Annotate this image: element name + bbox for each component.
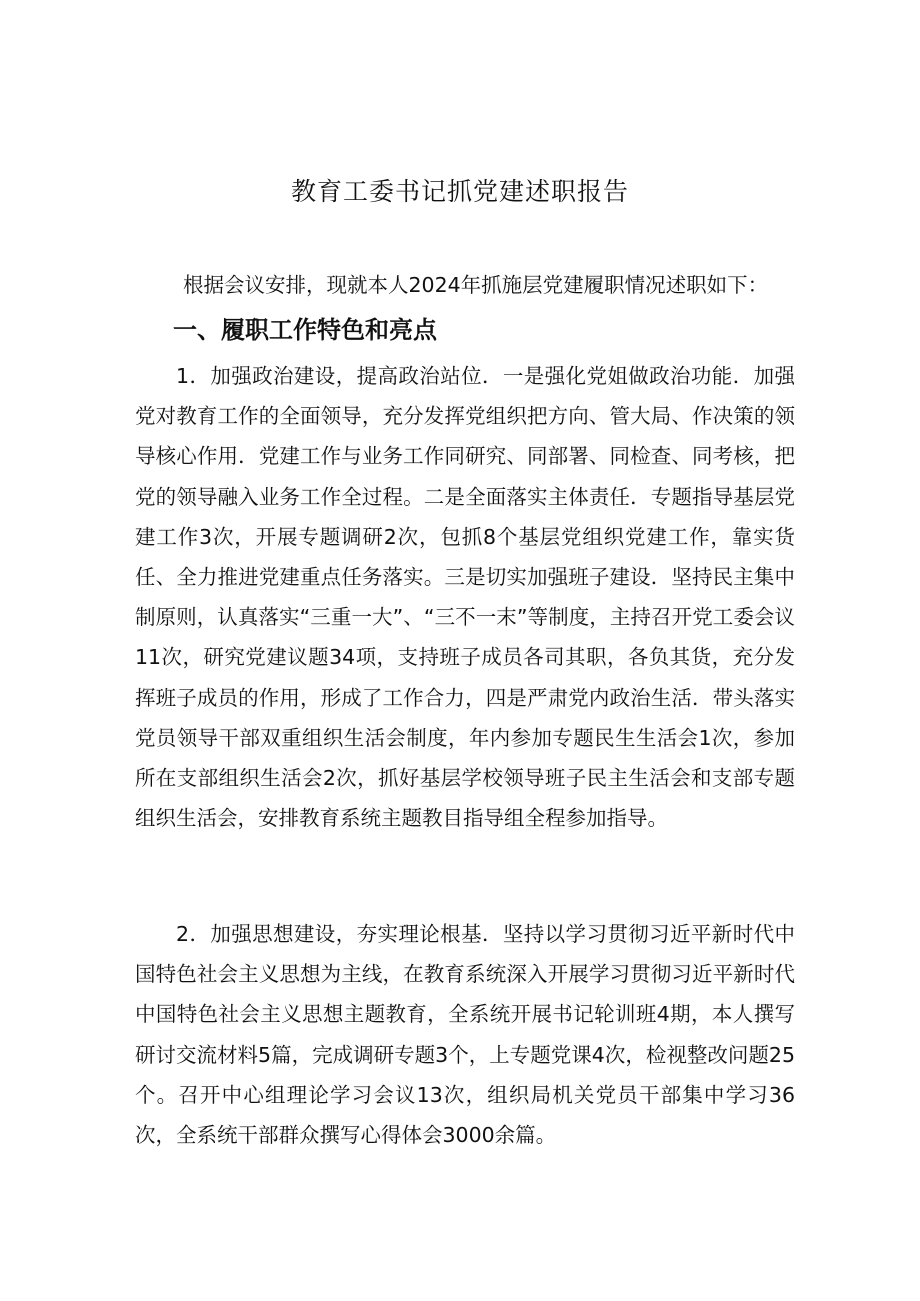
- document-title: 教育工委书记抓党建述职报告: [290, 177, 629, 206]
- paragraph-1: 1．加强政治建设，提高政治站位．一是强化党姐做政治功能．加强党对教育工作的全面领导，充分发挥党组织把方向、管大局、作决策的领导核心作用．党建工作与业务工作同研究、同部署、同检查、同考核，把党的领导融入业务工作全过程。二是全面落实主体责任．专题指导基层党建工作3次，开展专题调研2次，包抓8个基层党组织党建工作，靠实货任、全力推进党建重点任务落实。三是切实加强班子建设．坚持民主集中制原则，认真落实“三重一大”、“三不一末”等制度，主持召开党工委会议11次，研究党建议题34项，支持班子成员各司其职，各负其货，充分发挥班子成员的作用，形成了工作合力，四是严肃党内政治生活．带头落实党员领导干部双重组织生活会制度，年内参加专题民生生活会1次，参加所在支部组织生活会2次，抓好基层学校领导班子民主生活会和支部专题组织生活会，安排教育系统主题教目指导组全程参加指导。: [135, 364, 795, 831]
- paragraph-2: 2．加强思想建设，夯实理论根基．坚持以学习贯彻习近平新时代中国特色社会主义思想为主线，在教育系统深入开展学习贯彻习近平新时代中国特色社会主义思想主题教育，全系统开展书记轮训班4期，本人撰写研讨交流材料5篇，完成调研专题3个，上专题党课4次，检视整改问题25个。召开中心组理论学习会议13次，组织局机关党员干部集中学习36次，全系统干部群众撰写心得体会3000余篇。: [135, 922, 795, 1148]
- section-heading: 一、履职工作特色和亮点: [173, 316, 437, 344]
- intro-line: 根据会议安排，现就本人2024年抓施层党建履职情况述职如下：: [183, 273, 769, 297]
